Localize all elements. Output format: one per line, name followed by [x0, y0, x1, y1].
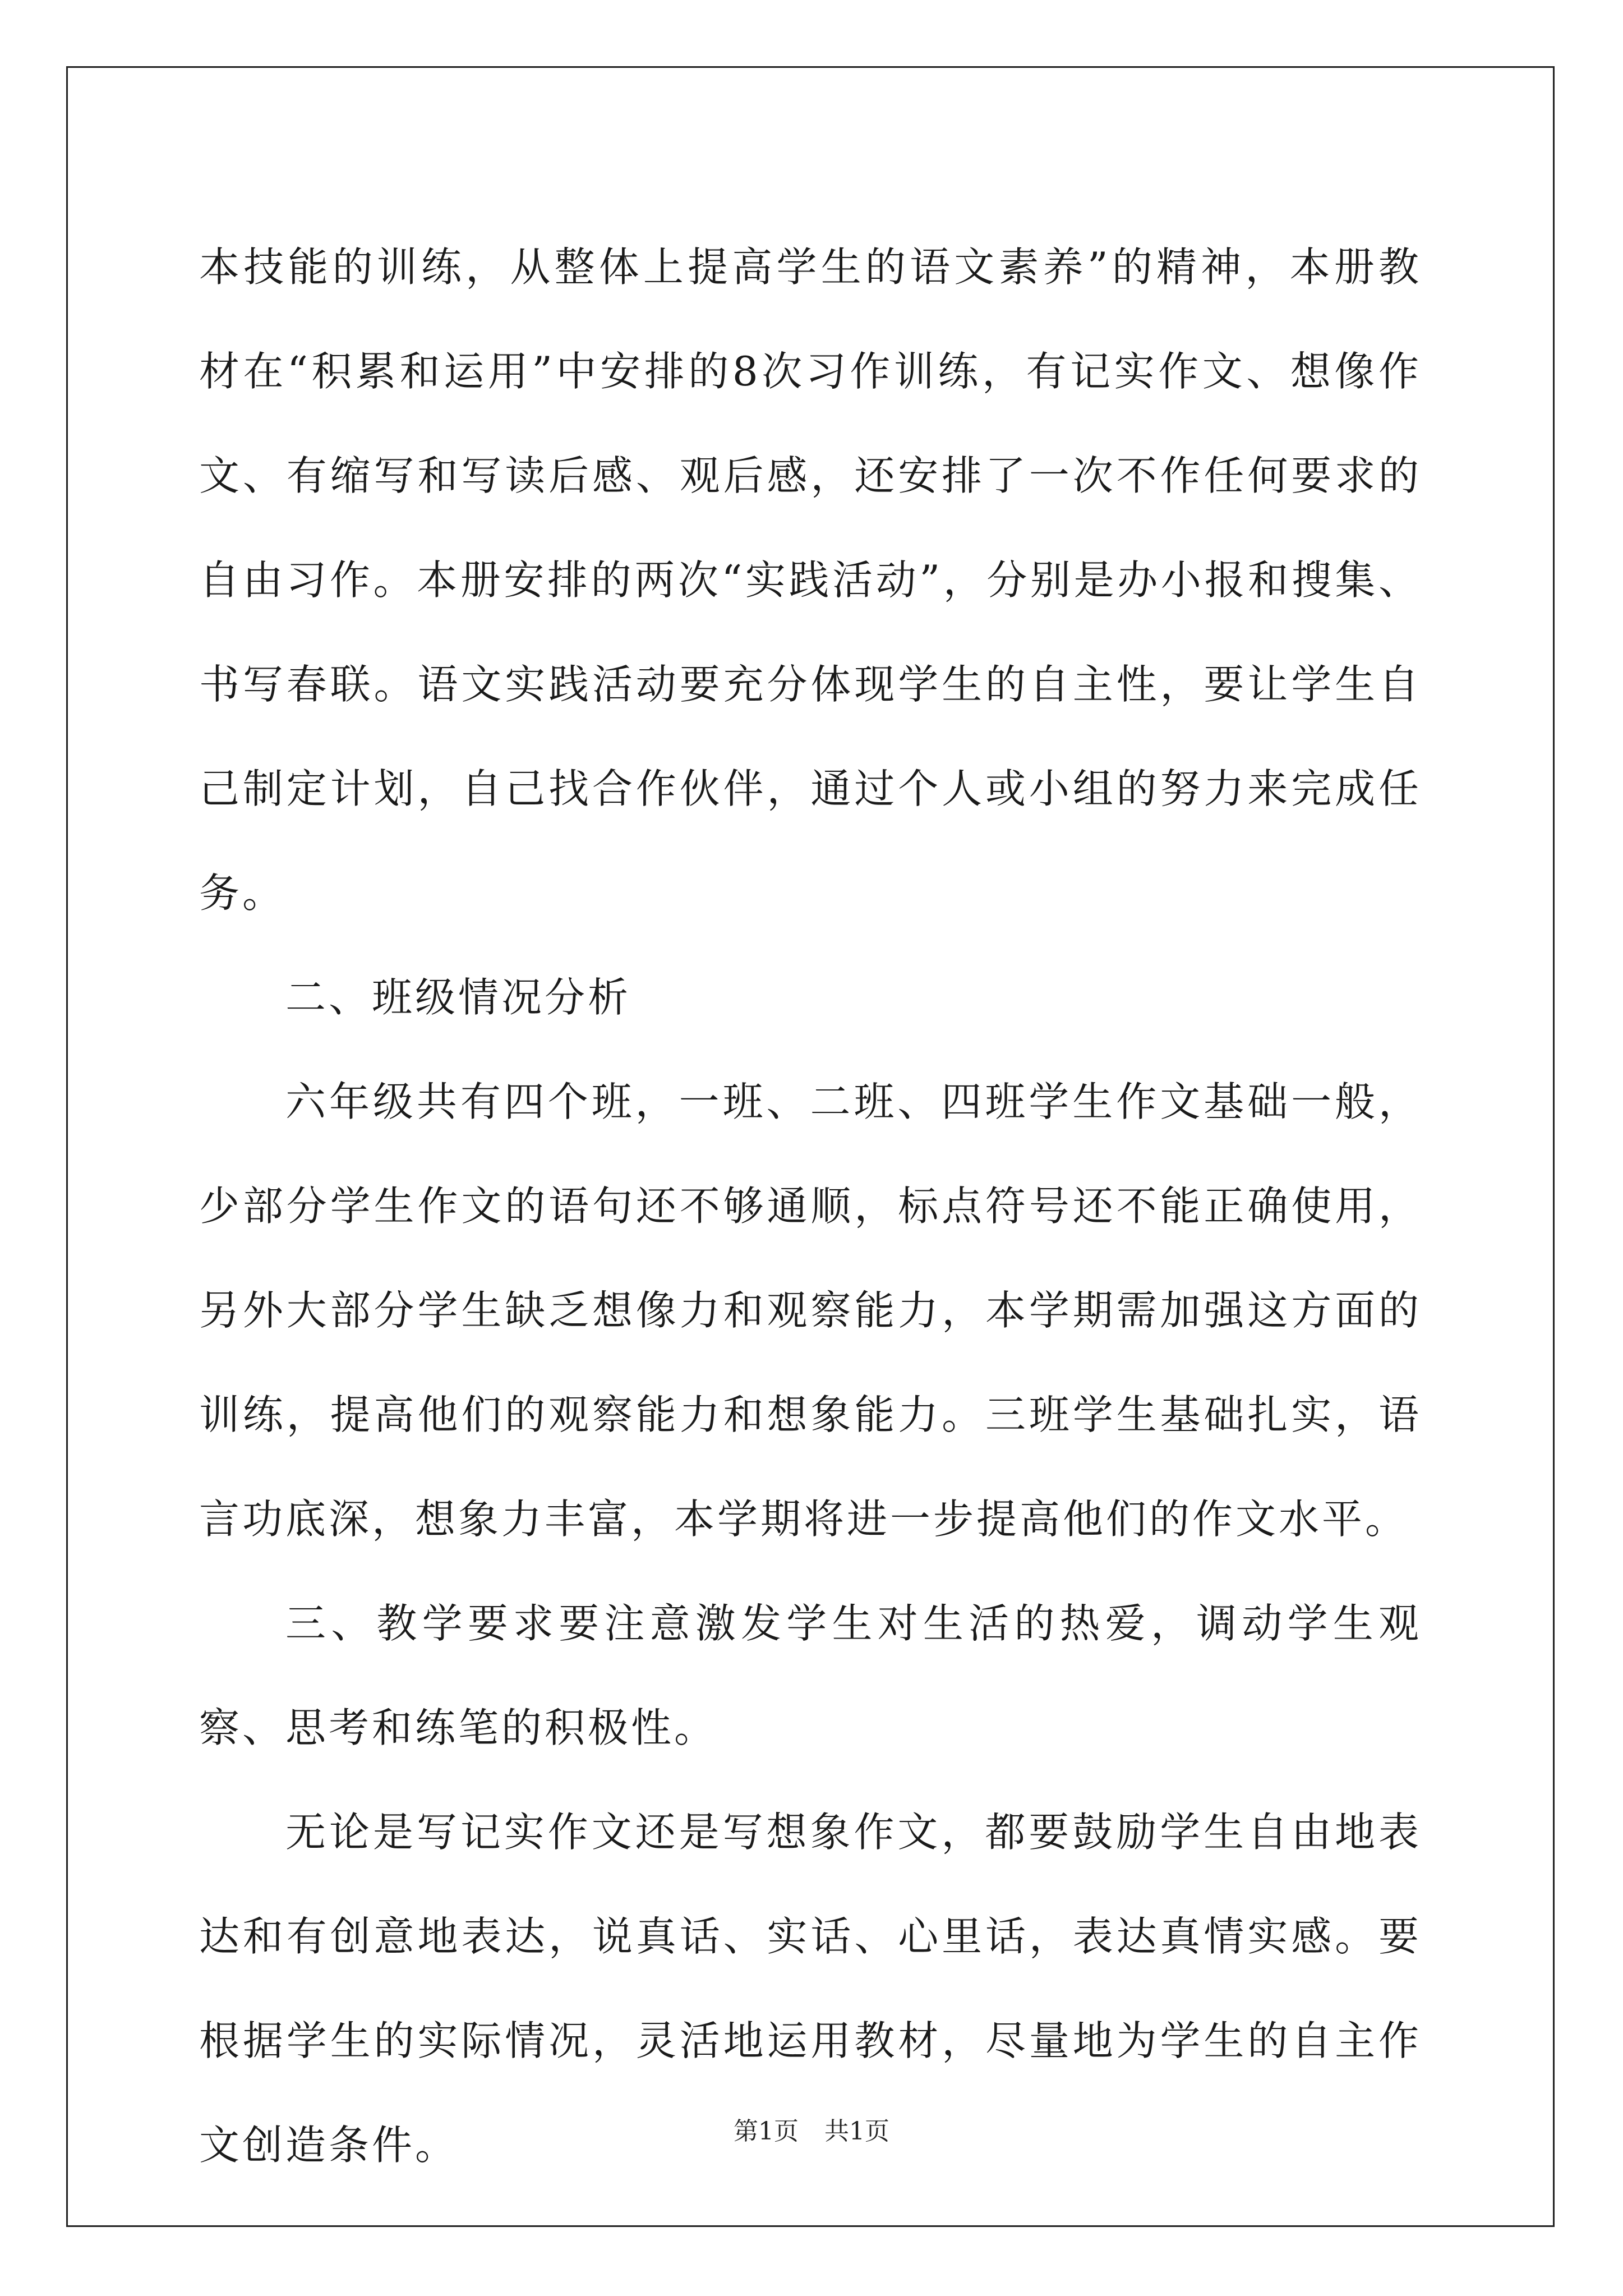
document-body: [199, 215, 1422, 2197]
section-heading-teaching-requirements: 三、教学要求要注意激发学生对生活的热爱，调动学生观察、思考和练笔的积极性。: [199, 1600, 1422, 1751]
section-heading-class-analysis: 二、班级情况分析: [285, 974, 631, 1021]
paragraph-teaching-requirements: 无论是写记实作文还是写想象作文，都要鼓励学生自由地表达和有创意地表达，说真话、实话、心里话，表达真情实感。要根据学生的实际情况，灵活地运用教材，尽量地为学生的自主作文创造条件。: [199, 1809, 1422, 2169]
paragraph-continuation: 本技能的训练，从整体上提高学生的语文素养”的精神，本册教材在“积累和运用”中安排的8次习作训练，有记实作文、想像作文、有缩写和写读后感、观后感，还安排了一次不作任何要求的自由习作。本册安排的两次“实践活动”，分别是办小报和搜集、书写春联。语文实践活动要充分体现学生的自主性，要让学生自己制定计划，自己找合作伙伴，通过个人或小组的努力来完成任务。: [199, 243, 1422, 917]
page-footer: [0, 2115, 1623, 2148]
paragraph-class-analysis: 六年级共有四个班，一班、二班、四班学生作文基础一般，少部分学生作文的语句还不够通顺，标点符号还不能正确使用，另外大部分学生缺乏想像力和观察能力，本学期需加强这方面的训练，提高他们的观察能力和想象能力。三班学生基础扎实，语言功底深，想象力丰富，本学期将进一步提高他们的作文水平。: [199, 1078, 1422, 1543]
page-number: 第1页: [734, 2117, 799, 2146]
page-total: 共1页: [824, 2117, 889, 2146]
